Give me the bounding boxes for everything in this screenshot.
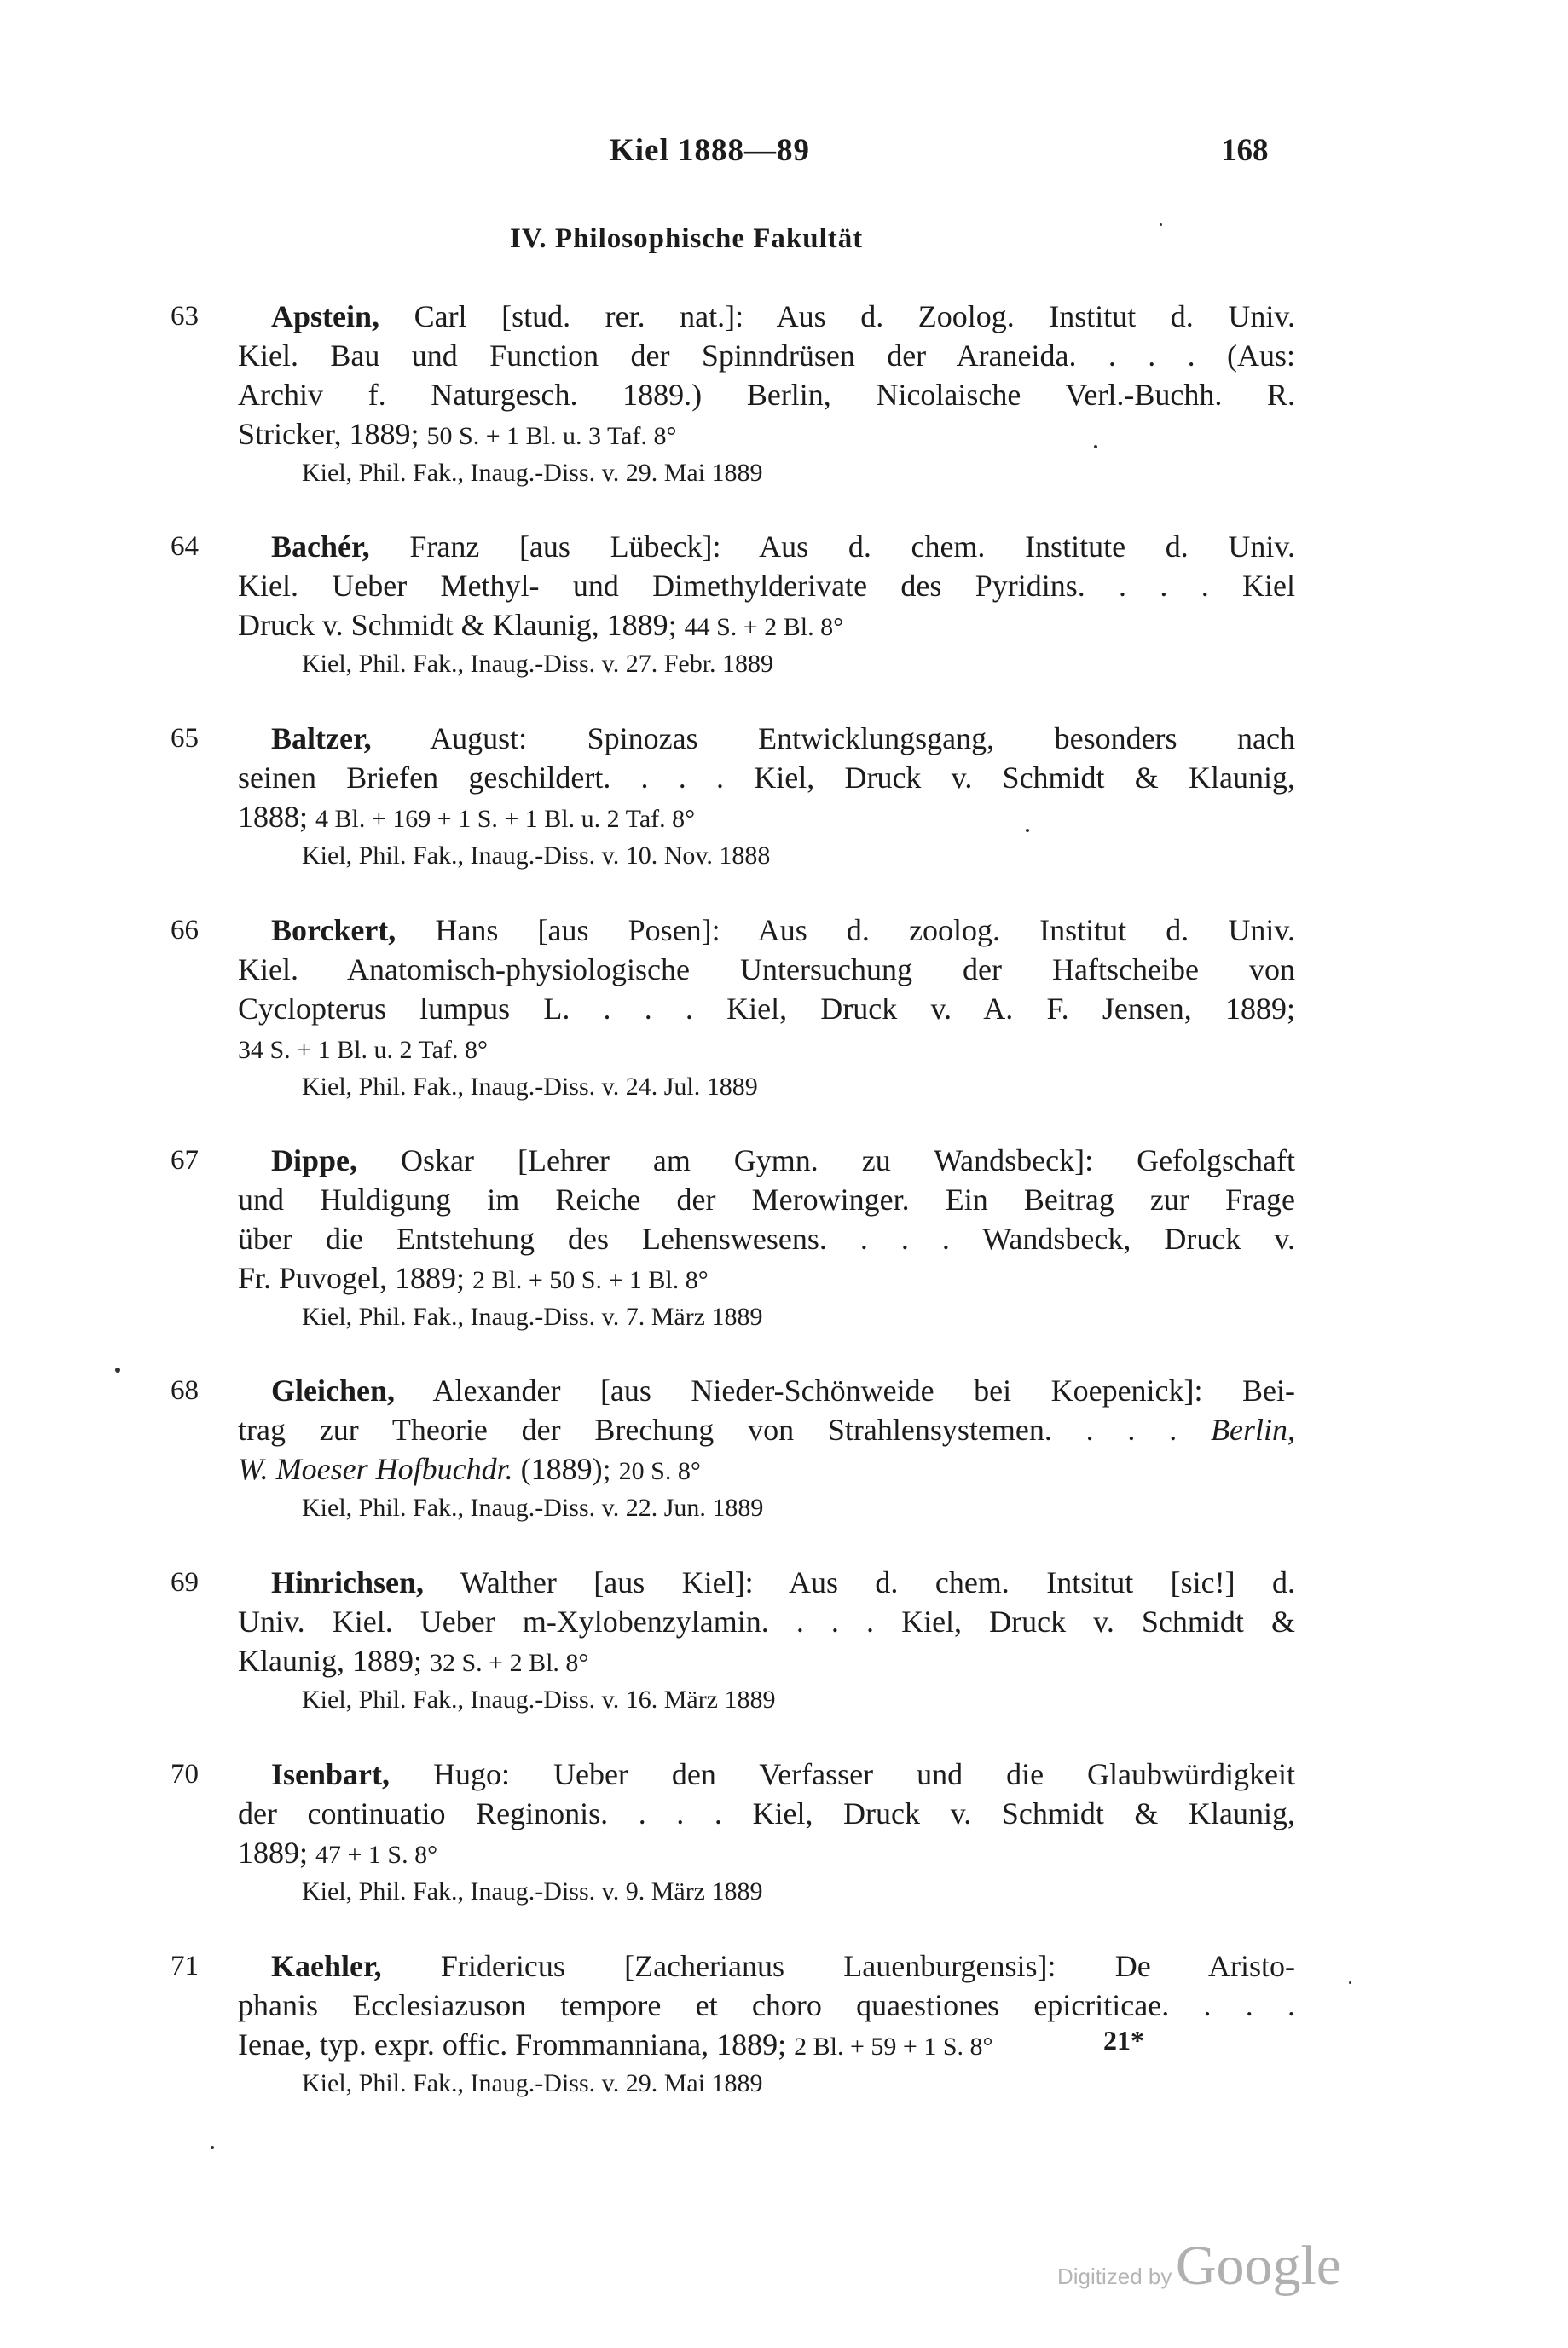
- entry-line: Apstein, Carl [stud. rer. nat.]: Aus d. Zoolog. Institut d. Univ.: [271, 299, 1296, 333]
- entry-collation: 34 S. + 1 Bl. u. 2 Taf. 8°: [238, 1036, 488, 1064]
- entry-line: Ienae, typ. expr. offic. Frommanniana, 1889; 2 Bl. + 59 + 1 S. 8°: [238, 2027, 993, 2062]
- entry-line: Kiel. Anatomisch-physiologische Untersuchung der Haftscheibe von: [238, 952, 1295, 986]
- entry-line: trag zur Theorie der Brechung von Strahlensystemen. . . . Berlin,: [238, 1413, 1295, 1447]
- entry-author: Dippe,: [271, 1143, 358, 1177]
- entry-author: Hinrichsen,: [271, 1565, 425, 1599]
- entry-author: Gleichen,: [271, 1374, 395, 1408]
- entry-line: phanis Ecclesiazuson tempore et choro quaestiones epicriticae. . . .: [238, 1988, 1295, 2022]
- entry-line: W. Moeser Hofbuchdr. (1889); 20 S. 8°: [238, 1452, 701, 1486]
- entry-line: 1888; 4 Bl. + 169 + 1 S. + 1 Bl. u. 2 Taf. 8°: [238, 800, 696, 834]
- entry-line: Cyclopterus lumpus L. . . . Kiel, Druck v. A. F. Jensen, 1889;: [238, 992, 1295, 1026]
- entry-number: 71: [171, 1951, 199, 1981]
- page-number: 168: [1221, 133, 1269, 168]
- digitized-by-text: Digitized by: [1057, 2264, 1172, 2289]
- entry-line: [238, 1028, 1295, 1070]
- entry-dissertation-note: Kiel, Phil. Fak., Inaug.-Diss. v. 29. Mai 1889: [302, 2069, 763, 2097]
- entry-author: Baltzer,: [271, 721, 372, 755]
- entry-line: Kiel. Bau und Function der Spinndrüsen der Araneida. . . . (Aus:: [238, 338, 1295, 373]
- entry-collation: 50 S. + 1 Bl. u. 3 Taf. 8°: [426, 422, 677, 450]
- entry-italic-text: W. Moeser Hofbuchdr.: [238, 1452, 513, 1486]
- entry-line: Kiel. Ueber Methyl- und Dimethylderivate des Pyridins. . . . Kiel: [238, 569, 1295, 603]
- entry-number: 68: [171, 1375, 199, 1406]
- entry-italic-text: Berlin,: [1211, 1413, 1295, 1447]
- google-logo: Google: [1175, 2235, 1342, 2297]
- entry-dissertation-note: Kiel, Phil. Fak., Inaug.-Diss. v. 24. Jul. 1889: [302, 1073, 758, 1101]
- entry-collation: 44 S. + 2 Bl. 8°: [684, 613, 844, 641]
- entry-line: und Huldigung im Reiche der Merowinger. Ein Beitrag zur Frage: [238, 1183, 1295, 1217]
- scan-speck: [211, 2146, 214, 2149]
- entry-number: 67: [171, 1145, 199, 1176]
- entry-collation: 4 Bl. + 169 + 1 S. + 1 Bl. u. 2 Taf. 8°: [315, 805, 696, 833]
- entry-number: 64: [171, 531, 199, 562]
- entry-author: Apstein,: [271, 299, 380, 333]
- scan-speck: [1026, 829, 1029, 832]
- entry-line: Bachér, Franz [aus Lübeck]: Aus d. chem. Institute d. Univ.: [271, 529, 1296, 564]
- digitized-by-watermark: [1057, 2234, 1341, 2299]
- scan-speck: [1094, 445, 1097, 448]
- entry-line: Hinrichsen, Walther [aus Kiel]: Aus d. chem. Intsitut [sic!] d.: [271, 1565, 1295, 1599]
- entry-author: Kaehler,: [271, 1949, 382, 1983]
- scan-speck: [1349, 1981, 1351, 1984]
- entry-line: Archiv f. Naturgesch. 1889.) Berlin, Nicolaische Verl.-Buchh. R.: [238, 378, 1295, 412]
- entry-number: 69: [171, 1567, 199, 1598]
- entry-collation: 2 Bl. + 50 S. + 1 Bl. 8°: [472, 1266, 709, 1294]
- entry-line: Baltzer, August: Spinozas Entwicklungsgang, besonders nach: [271, 721, 1296, 755]
- signature-mark: 21*: [1103, 2025, 1144, 2056]
- entry-line: Kaehler, Fridericus [Zacherianus Lauenburgensis]: De Aristo-: [271, 1949, 1295, 1983]
- entry-line: über die Entstehung des Lehenswesens. . . . Wandsbeck, Druck v.: [238, 1222, 1295, 1256]
- entry-dissertation-note: Kiel, Phil. Fak., Inaug.-Diss. v. 9. März 1889: [302, 1877, 763, 1906]
- entry-line: Klaunig, 1889; 32 S. + 2 Bl. 8°: [238, 1644, 589, 1678]
- entry-number: 63: [171, 301, 199, 332]
- entry-collation: 32 S. + 2 Bl. 8°: [429, 1649, 589, 1677]
- entry-number: 66: [171, 915, 199, 946]
- entry-author: Isenbart,: [271, 1757, 391, 1791]
- entry-line: Univ. Kiel. Ueber m-Xylobenzylamin. . . . Kiel, Druck v. Schmidt &: [238, 1605, 1295, 1639]
- entry-collation: 2 Bl. + 59 + 1 S. 8°: [794, 2033, 993, 2061]
- entry-author: Borckert,: [271, 913, 396, 947]
- entry-dissertation-note: Kiel, Phil. Fak., Inaug.-Diss. v. 29. Mai 1889: [302, 459, 763, 487]
- entry-dissertation-note: Kiel, Phil. Fak., Inaug.-Diss. v. 22. Jun. 1889: [302, 1494, 764, 1522]
- entry-collation: 20 S. 8°: [618, 1457, 701, 1485]
- entry-dissertation-note: Kiel, Phil. Fak., Inaug.-Diss. v. 16. März 1889: [302, 1686, 776, 1714]
- entry-dissertation-note: Kiel, Phil. Fak., Inaug.-Diss. v. 27. Febr. 1889: [302, 650, 774, 678]
- entry-line: seinen Briefen geschildert. . . . Kiel, Druck v. Schmidt & Klaunig,: [238, 760, 1295, 795]
- entry-dissertation-note: Kiel, Phil. Fak., Inaug.-Diss. v. 10. Nov. 1888: [302, 841, 771, 870]
- entry-number: 65: [171, 723, 199, 754]
- scan-speck: [1160, 223, 1162, 226]
- running-head: Kiel 1888—89: [610, 133, 811, 168]
- entry-line: Druck v. Schmidt & Klaunig, 1889; 44 S. + 2 Bl. 8°: [238, 608, 844, 642]
- scan-speck: [115, 1368, 120, 1373]
- entry-author: Bachér,: [271, 529, 370, 564]
- entry-line: der continuatio Reginonis. . . . Kiel, Druck v. Schmidt & Klaunig,: [238, 1796, 1295, 1830]
- entry-line: Stricker, 1889; 50 S. + 1 Bl. u. 3 Taf. 8°: [238, 417, 677, 451]
- entry-line: Gleichen, Alexander [aus Nieder-Schönweide bei Koepenick]: Bei-: [271, 1374, 1295, 1408]
- entry-collation: 47 + 1 S. 8°: [315, 1841, 438, 1869]
- entry-dissertation-note: Kiel, Phil. Fak., Inaug.-Diss. v. 7. März 1889: [302, 1303, 763, 1331]
- section-heading: IV. Philosophische Fakultät: [510, 223, 864, 254]
- entry-line: 1889; 47 + 1 S. 8°: [238, 1836, 438, 1870]
- entry-number: 70: [171, 1759, 199, 1790]
- entry-line: Borckert, Hans [aus Posen]: Aus d. zoolog. Institut d. Univ.: [271, 913, 1295, 947]
- entry-line: Dippe, Oskar [Lehrer am Gymn. zu Wandsbeck]: Gefolgschaft: [271, 1143, 1296, 1177]
- entry-line: Fr. Puvogel, 1889; 2 Bl. + 50 S. + 1 Bl. 8°: [238, 1261, 709, 1295]
- entry-line: Isenbart, Hugo: Ueber den Verfasser und die Glaubwürdigkeit: [271, 1757, 1295, 1791]
